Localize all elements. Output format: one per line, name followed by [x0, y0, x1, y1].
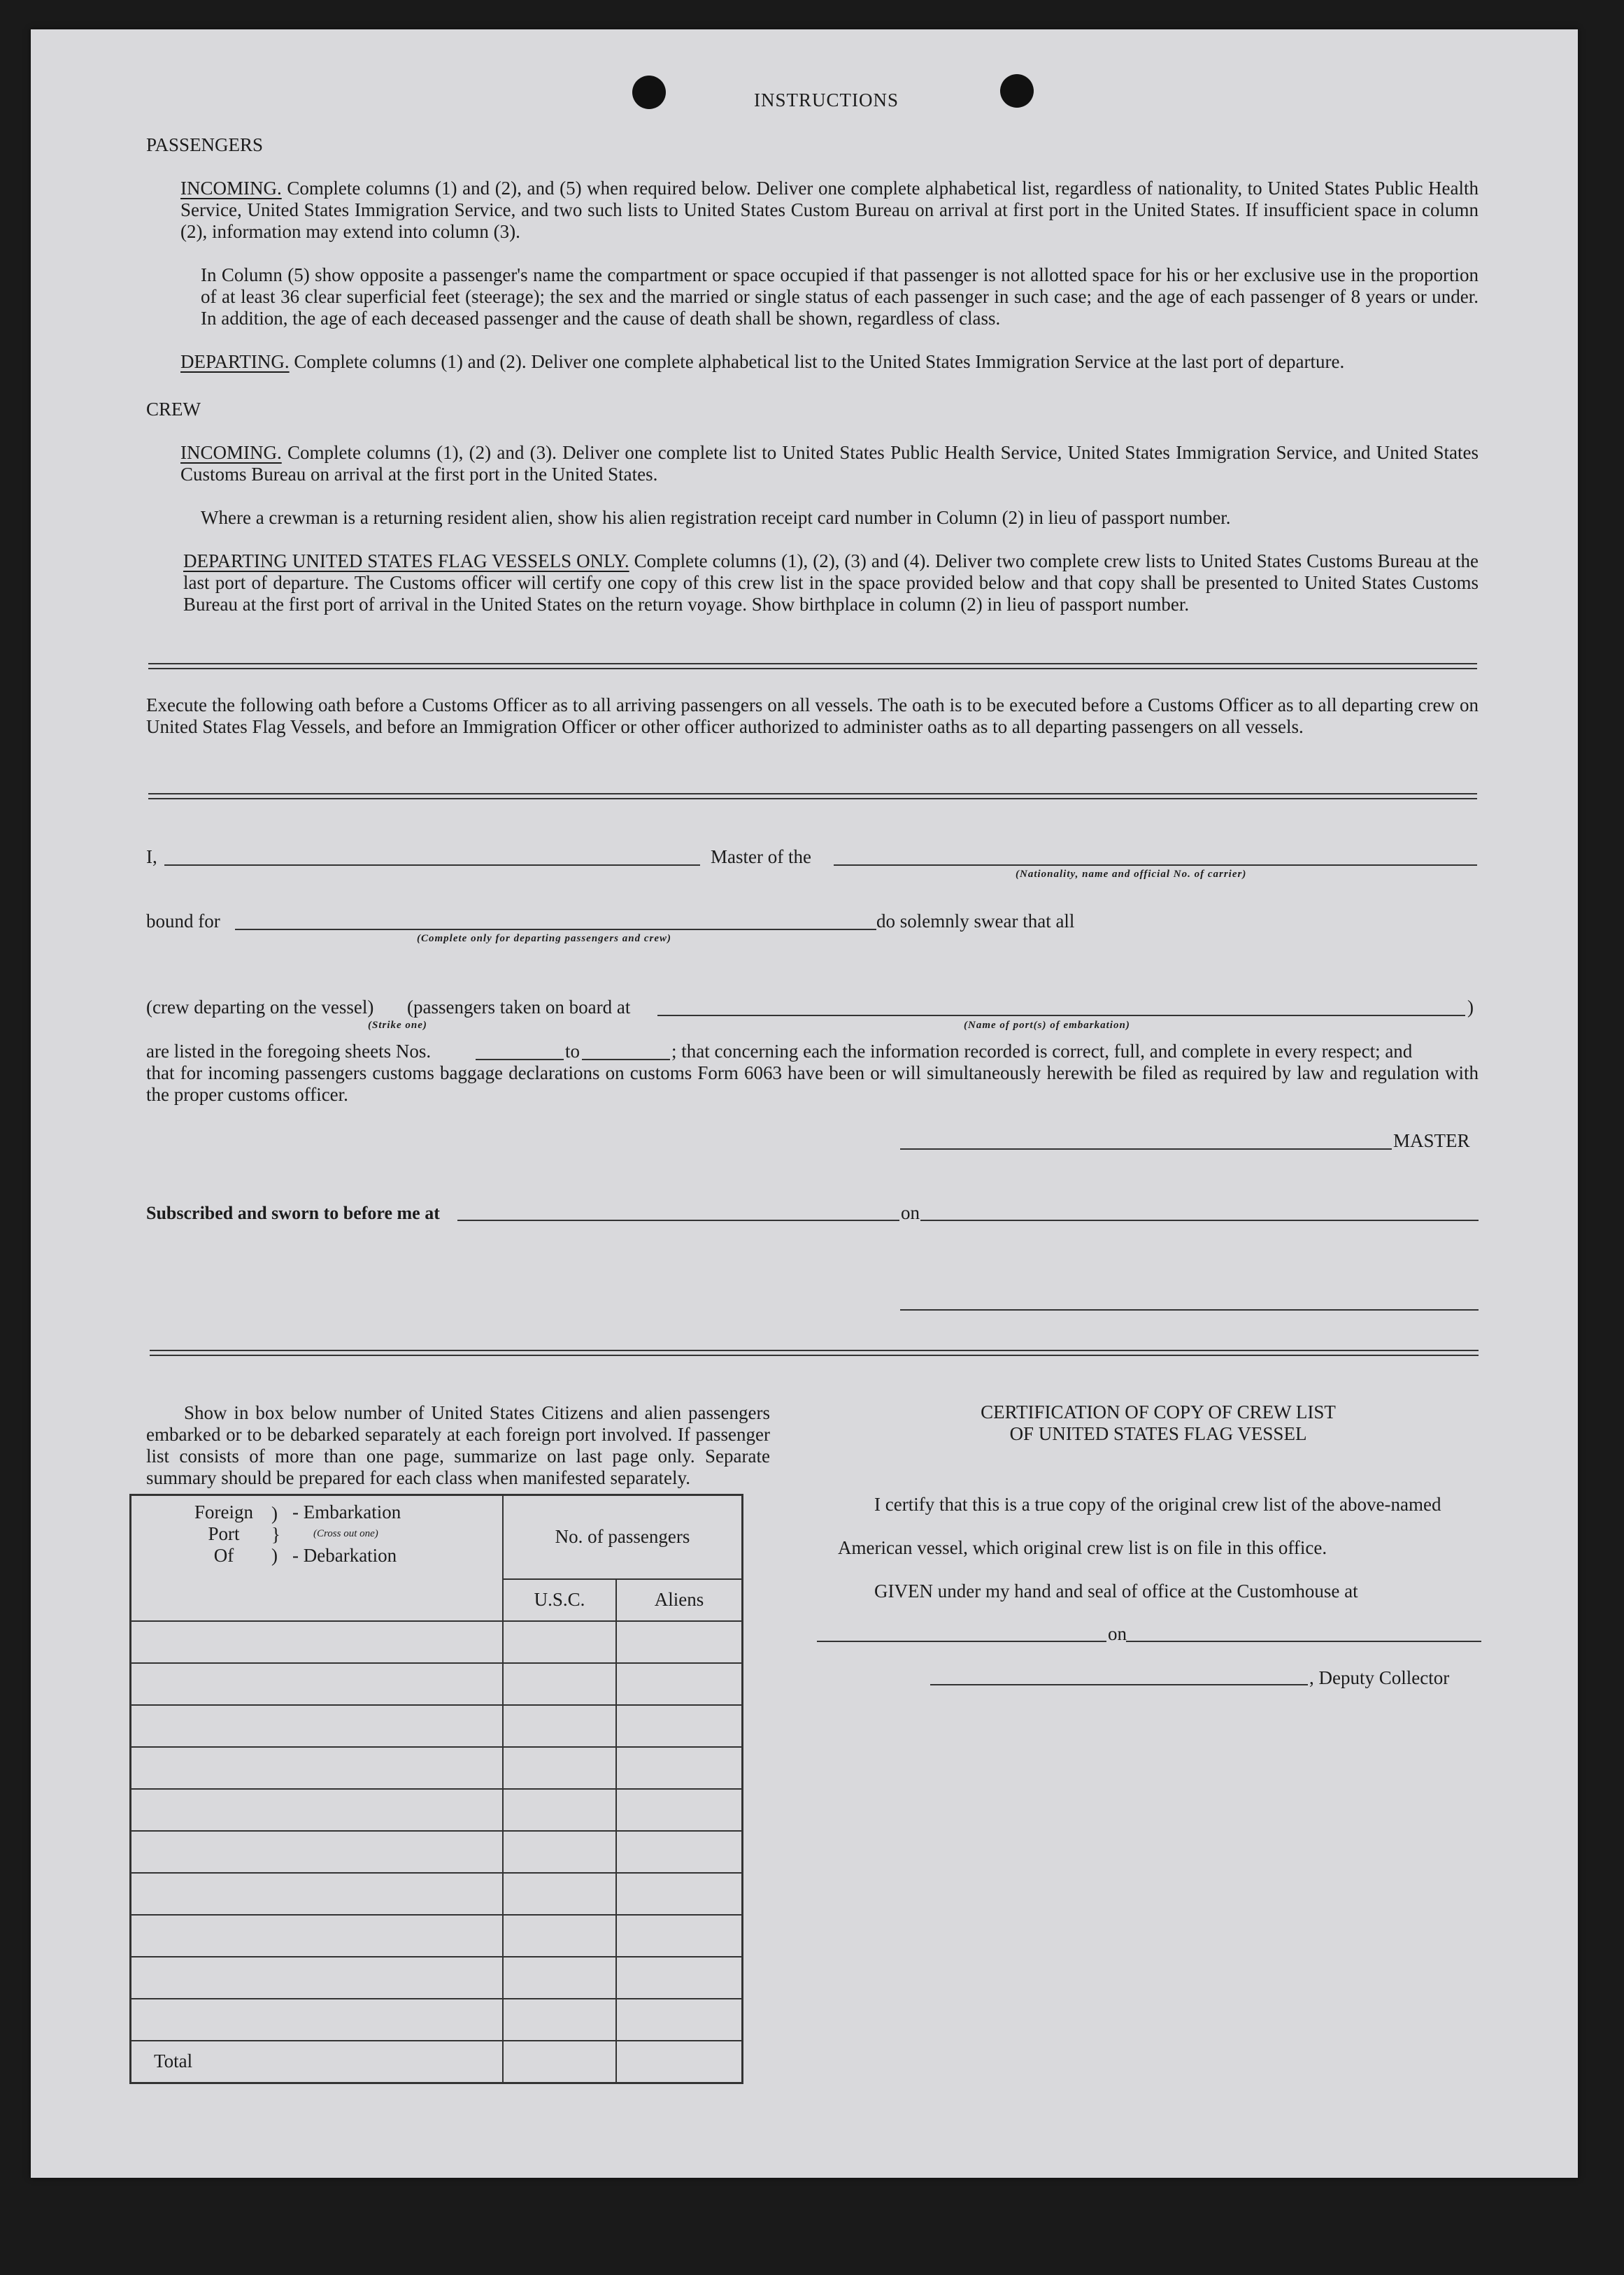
of-label: Of — [213, 1545, 234, 1566]
port-cell[interactable] — [131, 1705, 504, 1747]
passenger-summary-table — [129, 1494, 743, 2084]
port-cell[interactable] — [131, 1999, 504, 2041]
aliens-header: Aliens — [616, 1579, 743, 1621]
cert-date-field[interactable] — [1126, 1641, 1481, 1642]
to-word: to — [565, 1041, 580, 1062]
master-name-field[interactable] — [164, 864, 700, 866]
port-cell[interactable] — [131, 1663, 504, 1705]
customhouse-field[interactable] — [817, 1641, 1106, 1642]
usc-cell[interactable] — [503, 1831, 616, 1873]
deputy-signature-field[interactable] — [930, 1684, 1308, 1685]
certify-line-3: GIVEN under my hand and seal of office at the Customhouse at — [874, 1581, 1358, 1602]
on-word: on — [901, 1202, 920, 1223]
usc-cell[interactable] — [503, 1747, 616, 1789]
port-cell[interactable] — [131, 1747, 504, 1789]
listed-prefix: are listed in the foregoing sheets Nos. — [146, 1041, 432, 1062]
port-cell[interactable] — [131, 1621, 504, 1663]
aliens-cell[interactable] — [616, 1789, 743, 1831]
subscribed-label: Subscribed and sworn to before me at — [146, 1203, 440, 1223]
officer-signature-field[interactable] — [900, 1309, 1479, 1311]
bound-for-caption: (Complete only for departing passengers and crew) — [417, 933, 671, 944]
carrier-field[interactable] — [834, 864, 1477, 866]
table-row — [131, 1915, 743, 1957]
foreign-port-header: Foreign Port Of ) } ) - Embarkation (Cross out one) - Debarkation — [131, 1495, 504, 1621]
port-cell[interactable] — [131, 1789, 504, 1831]
certification-title — [836, 1402, 1480, 1445]
listed-suffix: ; that concerning each the information recorded is correct, full, and complete in every respect; and — [671, 1041, 1413, 1062]
crew-heading: CREW — [146, 399, 201, 420]
master-label: MASTER — [1393, 1130, 1470, 1151]
aliens-cell[interactable] — [616, 1873, 743, 1915]
usc-cell[interactable] — [503, 1663, 616, 1705]
table-row — [131, 1621, 743, 1663]
embarkation-port-field[interactable] — [657, 1015, 1465, 1016]
cert-on-word: on — [1108, 1623, 1127, 1644]
aliens-cell[interactable] — [616, 1831, 743, 1873]
port-cell[interactable] — [131, 1873, 504, 1915]
crew-incoming-label: INCOMING. — [180, 442, 282, 463]
aliens-cell[interactable] — [616, 1663, 743, 1705]
passengers-departing-text: Complete columns (1) and (2). Deliver one complete alphabetical list to the United States Immigration Service at the last port of departure. — [294, 351, 1345, 372]
debarkation-label[interactable]: - Debarkation — [292, 1545, 397, 1566]
sheet-from-field[interactable] — [476, 1059, 564, 1060]
aliens-cell[interactable] — [616, 1705, 743, 1747]
oath-i-label: I, — [146, 846, 157, 867]
passengers-incoming — [180, 178, 1479, 243]
divider — [150, 1350, 1479, 1356]
table-row — [131, 1999, 743, 2041]
punch-hole-left — [632, 76, 666, 109]
total-row — [131, 2041, 743, 2083]
passengers-incoming-label: INCOMING. — [180, 178, 282, 199]
total-label: Total — [131, 2041, 504, 2083]
passengers-incoming-text: Complete columns (1) and (2), and (5) when required below. Deliver one complete alphabetical list, regardless of nationality, to United States Public Health Service, United States Immigration Service, and two such lists to United States Custom Bureau on arrival at first port in the United States. If insufficient space in column (2), information may extend into column (3). — [180, 178, 1479, 242]
total-aliens-cell[interactable] — [616, 2041, 743, 2083]
foreign-label: Foreign — [194, 1502, 253, 1522]
carrier-caption: (Nationality, name and official No. of carrier) — [1016, 869, 1247, 880]
sworn-date-field[interactable] — [920, 1220, 1479, 1221]
usc-cell[interactable] — [503, 1621, 616, 1663]
port-label: Port — [208, 1523, 240, 1544]
bound-for-label: bound for — [146, 911, 220, 932]
embarkation-label[interactable]: - Embarkation — [292, 1502, 401, 1522]
port-caption: (Name of port(s) of embarkation) — [964, 1020, 1130, 1031]
aliens-cell[interactable] — [616, 1915, 743, 1957]
oath-intro: Execute the following oath before a Customs Officer as to all arriving passengers on all vessels. The oath is to be executed before a Customs Officer as to all departing crew on United States Flag Vessels, and before an Immigration Officer or other officer authorized to administer oaths as to all departing passengers on all vessels. — [146, 694, 1479, 737]
sheet-to-field[interactable] — [582, 1059, 670, 1060]
certify-line-1: I certify that this is a true copy of the original crew list of the above-named — [874, 1494, 1441, 1515]
divider — [148, 663, 1477, 669]
bound-for-field[interactable] — [235, 929, 876, 930]
close-paren: ) — [1467, 997, 1474, 1018]
no-passengers-header: No. of passengers — [503, 1495, 743, 1579]
master-signature-field[interactable] — [900, 1148, 1392, 1150]
punch-hole-right — [1000, 74, 1034, 108]
cross-out-caption: (Cross out one) — [313, 1528, 378, 1539]
crew-incoming-text: Complete columns (1), (2) and (3). Deliver one complete list to United States Public Health Service, United States Immigration Service, and United States Customs Bureau on arrival at the first port in the United States. — [180, 442, 1479, 485]
usc-cell[interactable] — [503, 1705, 616, 1747]
certify-line-2: American vessel, which original crew list is on file in this office. — [838, 1537, 1327, 1558]
aliens-cell[interactable] — [616, 1747, 743, 1789]
total-usc-cell[interactable] — [503, 2041, 616, 2083]
usc-cell[interactable] — [503, 1789, 616, 1831]
certification-title-line2: OF UNITED STATES FLAG VESSEL — [1009, 1423, 1307, 1444]
usc-cell[interactable] — [503, 1957, 616, 1999]
crew-incoming — [180, 442, 1479, 485]
table-row — [131, 1831, 743, 1873]
listed-rest: that for incoming passengers customs baggage declarations on customs Form 6063 have been or will simultaneously herewith be filed as required by law and regulation with the proper customs officer. — [146, 1062, 1479, 1105]
passengers-heading: PASSENGERS — [146, 134, 264, 155]
port-cell[interactable] — [131, 1915, 504, 1957]
table-row — [131, 1873, 743, 1915]
port-cell[interactable] — [131, 1957, 504, 1999]
aliens-cell[interactable] — [616, 1999, 743, 2041]
certification-title-line1: CERTIFICATION OF COPY OF CREW LIST — [981, 1402, 1336, 1422]
usc-cell[interactable] — [503, 1999, 616, 2041]
crew-departing — [183, 550, 1479, 615]
table-row — [131, 1957, 743, 1999]
table-row — [131, 1747, 743, 1789]
table-row — [131, 1789, 743, 1831]
crew-departing-option: (crew departing on the vessel) — [146, 997, 374, 1018]
summary-instructions: Show in box below number of United States Citizens and alien passengers embarked or to be debarked separately at each foreign port involved. If passenger list consists of more than one page, summarize on last page only. Separate summary should be prepared for each class when manifested separately. — [146, 1402, 770, 1488]
passengers-departing-label: DEPARTING. — [180, 351, 290, 372]
usc-cell[interactable] — [503, 1873, 616, 1915]
usc-cell[interactable] — [503, 1915, 616, 1957]
crew-resident-alien: Where a crewman is a returning resident alien, show his alien registration receipt card number in Column (2) in lieu of passport number. — [201, 507, 1231, 528]
crew-departing-label: DEPARTING UNITED STATES FLAG VESSELS ONLY. — [183, 550, 629, 571]
table-row — [131, 1705, 743, 1747]
master-of-label: Master of the — [711, 846, 811, 867]
aliens-cell[interactable] — [616, 1621, 743, 1663]
port-cell[interactable] — [131, 1831, 504, 1873]
swear-text: do solemnly swear that all — [876, 911, 1075, 932]
strike-caption: (Strike one) — [368, 1020, 427, 1031]
passengers-taken-option: (passengers taken on board at — [407, 997, 631, 1018]
page-title: INSTRUCTIONS — [754, 90, 899, 110]
divider — [148, 793, 1477, 799]
passengers-departing — [180, 351, 1479, 373]
table-row — [131, 1663, 743, 1705]
deputy-collector-label: , Deputy Collector — [1309, 1667, 1450, 1688]
usc-header: U.S.C. — [503, 1579, 616, 1621]
crew-departing-text: Complete columns (1), (2), (3) and (4). Deliver two complete crew lists to United States Customs Bureau at the last port of departure. The Customs officer will certify one copy of this crew list in the space provided below and that copy shall be presented to United States Customs Bureau at the first port of arrival in the United States on the return voyage. Show birthplace in column (2) in lieu of passport number. — [183, 550, 1479, 615]
sworn-place-field[interactable] — [457, 1220, 899, 1221]
aliens-cell[interactable] — [616, 1957, 743, 1999]
passengers-column5: In Column (5) show opposite a passenger's name the compartment or space occupied if that passenger is not allotted space for his or her exclusive use in the proportion of at least 36 clear superficial feet (steerage); the sex and the married or single status of each passenger in such case; and the age of each passenger of 8 years or under. In addition, the age of each deceased passenger and the cause of death shall be shown, regardless of class. — [201, 264, 1479, 329]
